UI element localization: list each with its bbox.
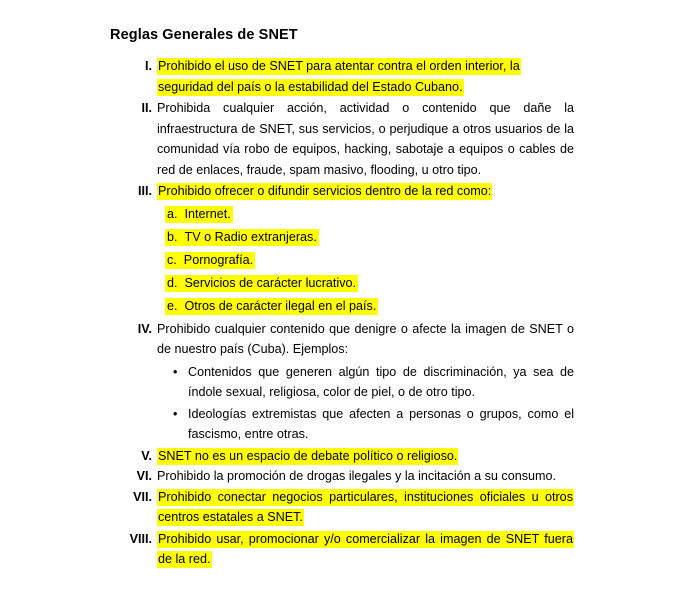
rule-text-3: Prohibido ofrecer o difundir servicios dentro de la red como: xyxy=(158,184,492,198)
subitem-a xyxy=(165,206,233,223)
subitem-c-text: Pornografía. xyxy=(183,252,254,267)
rule-marker-3: III. xyxy=(138,184,152,198)
rule-item-8 xyxy=(0,529,690,570)
rule-text-1: Prohibido el uso de SNET para atentar contra el orden interior, la seguridad del país o la estabilidad del Estado Cubano. xyxy=(158,59,520,94)
list-item xyxy=(157,404,574,445)
rule-marker-5: V. xyxy=(141,448,152,463)
bullet-icon: • xyxy=(173,364,178,379)
subitem-e-letter: e. xyxy=(167,298,178,313)
rule-item-5 xyxy=(0,446,690,467)
rule-marker-6: VI. xyxy=(136,469,152,483)
rule-item-3 xyxy=(0,181,690,316)
page-title: Reglas Generales de SNET xyxy=(110,27,298,43)
rule-body-3 xyxy=(157,181,574,202)
subitem-c xyxy=(165,252,255,269)
rule-text-4: Prohibido cualquier contenido que denigre o afecte la imagen de SNET o de nuestro país (Cuba). Ejemplos: xyxy=(157,321,574,356)
list-item xyxy=(157,250,574,270)
rule-text-6: Prohibido la promoción de drogas ilegales y la incitación a su consumo. xyxy=(157,469,557,483)
rule-marker-7: VII. xyxy=(133,489,152,504)
subitem-e xyxy=(165,298,378,315)
rule-4-subitems xyxy=(157,362,574,445)
bullet-icon: • xyxy=(173,406,178,421)
bullet-text-1: Contenidos que generen algún tipo de discriminación, ya sea de índole sexual, religiosa, color de piel, o de otro tipo. xyxy=(188,364,574,399)
rule-3-subitems xyxy=(157,204,574,316)
rule-marker-2: II. xyxy=(141,101,152,115)
list-item xyxy=(157,362,574,403)
list-item xyxy=(157,296,574,316)
rule-body-6 xyxy=(157,466,574,487)
rule-body-8 xyxy=(157,529,574,570)
rule-item-7 xyxy=(0,487,690,528)
list-item xyxy=(157,227,574,247)
rule-text-5: SNET no es un espacio de debate político o religioso. xyxy=(158,448,458,463)
rules-list xyxy=(0,56,690,571)
subitem-e-text: Otros de carácter ilegal en el país. xyxy=(184,298,377,313)
rule-item-4 xyxy=(0,319,690,445)
rule-marker-4: IV. xyxy=(137,321,152,336)
subitem-d-letter: d. xyxy=(167,275,178,290)
rule-body-1 xyxy=(157,56,574,97)
subitem-a-letter: a. xyxy=(167,206,178,221)
rule-body-4 xyxy=(157,319,574,360)
subitem-a-text: Internet. xyxy=(184,206,231,221)
rule-item-1 xyxy=(0,56,690,97)
subitem-c-letter: c. xyxy=(167,252,177,267)
bullet-text-2: Ideologías extremistas que afecten a personas o grupos, como el fascismo, entre otras. xyxy=(188,406,574,441)
rule-text-2: Prohibida cualquier acción, actividad o contenido que dañe la infraestructura de SNET, sus servicios, o perjudique a otros usuarios de la comunidad vía robo de equipos, hacking, sabotaje a equipos o cables de red de enlaces, fraude, spam masivo, flooding, u otro tipo. xyxy=(157,101,574,177)
list-item xyxy=(157,204,574,224)
subitem-d-text: Servicios de carácter lucrativo. xyxy=(184,275,356,290)
rule-marker-1: I. xyxy=(145,59,152,73)
subitem-b-text: TV o Radio extranjeras. xyxy=(184,229,317,244)
list-item xyxy=(157,273,574,293)
subitem-b xyxy=(165,229,319,246)
rule-body-5 xyxy=(157,446,574,467)
rule-marker-8: VIII. xyxy=(129,531,152,546)
rule-text-7: Prohibido conectar negocios particulares, instituciones oficiales u otros centros estatales a SNET. xyxy=(158,489,573,524)
rule-body-7 xyxy=(157,487,574,528)
subitem-b-letter: b. xyxy=(167,229,178,244)
rule-text-8: Prohibido usar, promocionar y/o comercializar la imagen de SNET fuera de la red. xyxy=(158,531,573,566)
rule-item-6 xyxy=(0,466,690,487)
rule-body-2 xyxy=(157,98,574,180)
rule-item-2 xyxy=(0,98,690,180)
subitem-d xyxy=(165,275,358,292)
